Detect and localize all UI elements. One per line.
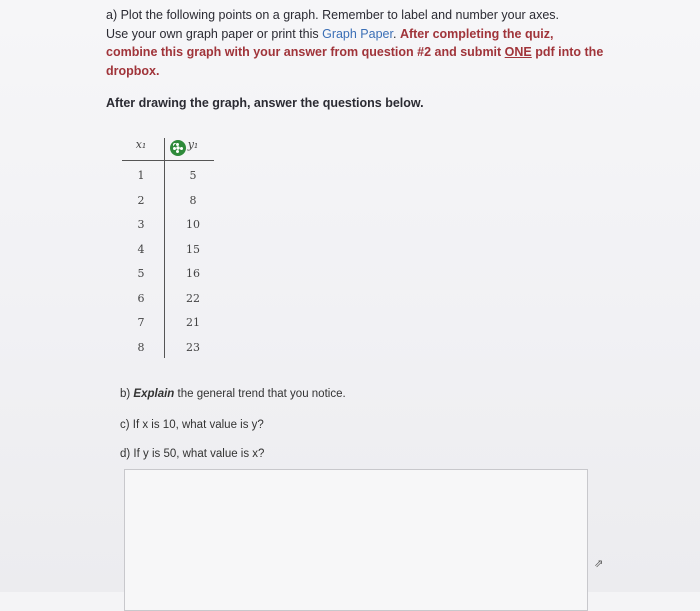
question-a-text (106, 6, 606, 80)
question-a-bold-1: After completing the quiz, (399, 26, 554, 41)
question-a-line-1: a) Plot the following points on a graph. Remember to label and number your axes. (106, 8, 560, 22)
question-c-text: c) If x is 10, what value is y? (120, 419, 264, 431)
table-header-divider (122, 160, 214, 161)
table-cell-x: 7 (137, 316, 145, 329)
answer-textbox[interactable] (124, 469, 588, 611)
question-a-line-3 (106, 43, 606, 62)
question-a-bold-2: combine this graph with your answer from question #2 and submit (106, 45, 505, 59)
table-cell-x: 5 (137, 267, 145, 280)
question-a-line-2: Use your own graph paper or print this Graph Paper. After completing the quiz, (106, 26, 554, 41)
table-cell-x: 8 (137, 340, 145, 354)
table-cell-x: 3 (137, 218, 145, 231)
one-word: ONE (504, 45, 532, 59)
table-cell-y: 15 (186, 242, 200, 256)
table-cell-y: 22 (186, 291, 200, 305)
instruction-text: After drawing the graph, answer the questions below. (106, 96, 424, 110)
question-b-text: b) Explain the general trend that you notice. (120, 388, 346, 400)
table-cell-y: 21 (186, 316, 200, 329)
table-column-divider (164, 138, 165, 358)
table-cell-y: 16 (186, 267, 200, 280)
question-a-line-4: dropbox. (106, 63, 160, 78)
x-column-header: x₁ (135, 138, 147, 151)
y-column-header: y₁ (187, 138, 199, 151)
question-d-text: d) If y is 50, what value is x? (120, 448, 265, 460)
table-cell-x: 1 (137, 169, 145, 182)
table-cell-y: 10 (186, 218, 200, 231)
graph-paper-link[interactable]: Graph Paper (322, 26, 393, 41)
question-a-line-2-text: Use your own graph paper or print this (106, 26, 323, 41)
table-cell-x: 2 (137, 193, 145, 207)
resize-handle-icon[interactable]: ⇗ (594, 558, 604, 570)
table-cell-x: 4 (137, 242, 145, 256)
table-cell-y: 23 (186, 340, 200, 354)
table-cell-y: 5 (189, 169, 197, 182)
question-a-bold-3: pdf into the (531, 45, 604, 59)
table-cell-x: 6 (137, 291, 145, 305)
explain-word: Explain (133, 388, 175, 400)
table-cell-y: 8 (189, 193, 197, 207)
